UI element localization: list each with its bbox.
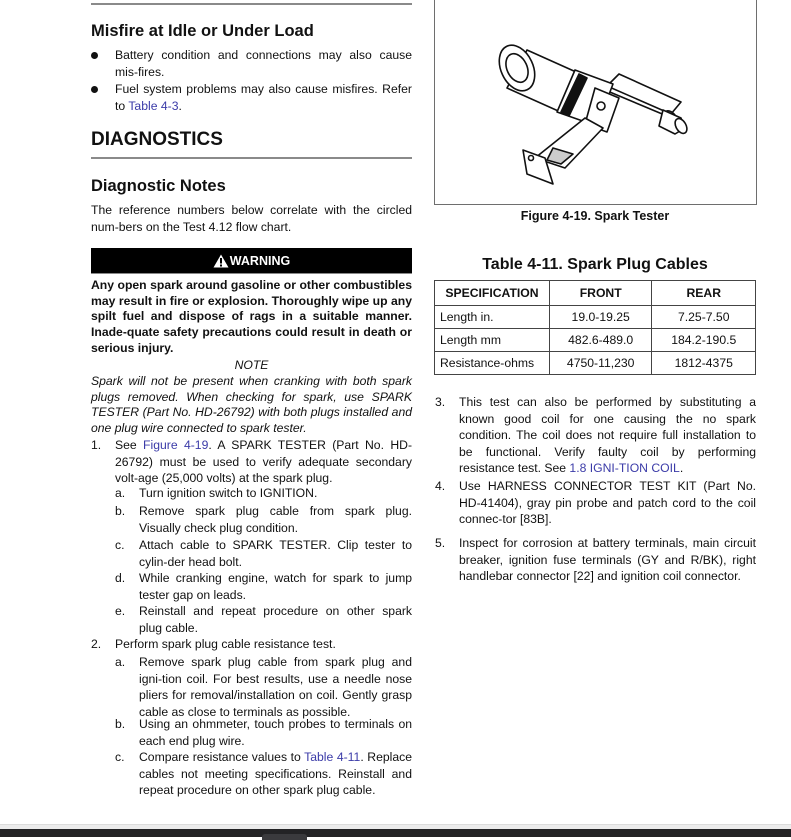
substep-letter: c.	[115, 538, 125, 552]
substep-text: Remove spark plug cable from spark plug and igni-tion coil. For best results, use a needle nose pliers for removal/installation on coil. Gently grasp cable as close to terminals as possible.	[139, 655, 412, 719]
table-cell: 482.6-489.0	[549, 329, 652, 352]
substep-letter: a.	[115, 655, 126, 669]
substep-text: Reinstall and repeat procedure on other spark plug cable.	[139, 604, 412, 635]
bullet-dot-icon	[91, 86, 98, 93]
viewer-toolbar-tab[interactable]	[262, 834, 307, 840]
spark-tester-illustration	[435, 0, 756, 204]
diagnostic-notes-heading: Diagnostic Notes	[91, 177, 226, 195]
top-rule	[91, 3, 412, 5]
table-cell: 4750-11,230	[549, 352, 652, 375]
step-2-text: Perform spark plug cable resistance test.	[115, 637, 336, 651]
substep-text: Using an ohmmeter, touch probes to terminals on each end plug wire.	[139, 717, 412, 748]
substep-letter: a.	[115, 486, 126, 500]
table-cell: 1812-4375	[652, 352, 756, 375]
step-5-text: Inspect for corrosion at battery terminals, main circuit breaker, ignition fuse terminals (GY and R/BK), right handlebar connector [22] and ignition coil connector.	[459, 536, 756, 583]
substep-text: Remove spark plug cable from spark plug. Visually check plug condition.	[139, 504, 412, 535]
substep-text: Turn ignition switch to IGNITION.	[139, 486, 318, 500]
table-row	[435, 352, 756, 375]
substep-letter: d.	[115, 571, 126, 585]
viewer-toolbar	[0, 829, 791, 837]
bullet-item	[91, 81, 412, 115]
section-rule	[91, 157, 412, 159]
substep-text: Compare resistance values to Table 4-11. Replace cables not meeting specifications. Reinstall and repeat procedure on other spark plug cable.	[139, 750, 412, 797]
table-4-11-link[interactable]: Table 4-11	[304, 750, 361, 764]
bullet-text: Fuel system problems may also cause misfires. Refer to Table 4-3.	[115, 82, 412, 113]
step-number: 2.	[91, 637, 102, 651]
substep-letter: e.	[115, 604, 126, 618]
diagnostics-heading: DIAGNOSTICS	[91, 129, 223, 150]
step-4-text: Use HARNESS CONNECTOR TEST KIT (Part No. HD-41404), gray pin probe and patch cord to the coil connec-tor [83B].	[459, 479, 756, 526]
step-number: 1.	[91, 438, 102, 452]
step-3-text: This test can also be performed by substituting a known good coil for one causing the no spark condition. The coil does not require full installation to be functional. Verify faulty coil by performing resistance test. See 1.8 IGNI-TION COIL.	[459, 395, 756, 475]
table-title: Table 4-11. Spark Plug Cables	[482, 256, 708, 273]
table-cell: Resistance-ohms	[435, 352, 550, 375]
table-row	[435, 306, 756, 329]
table-header: FRONT	[549, 281, 652, 306]
note-text: Spark will not be present when cranking with both spark plugs removed. When checking for spark, use SPARK TESTER (Part No. HD-26792) with both plugs installed and one plug wire connected to spark tester.	[91, 374, 412, 436]
table-cell: Length in.	[435, 306, 550, 329]
bullet-text: Battery condition and connections may also cause mis-fires.	[115, 48, 412, 79]
table-cell: Length mm	[435, 329, 550, 352]
table-header: REAR	[652, 281, 756, 306]
warning-banner	[91, 248, 412, 274]
table-cell: 19.0-19.25	[549, 306, 652, 329]
misfire-heading: Misfire at Idle or Under Load	[91, 22, 314, 40]
warning-triangle-icon	[213, 254, 229, 268]
table-4-3-link[interactable]: Table 4-3	[128, 98, 179, 113]
table-header-row	[435, 281, 756, 306]
substep-letter: c.	[115, 750, 125, 764]
step-number: 5.	[435, 536, 446, 550]
figure-4-19-link[interactable]: Figure 4-19	[143, 438, 209, 452]
substep-text: Attach cable to SPARK TESTER. Clip tester to cylin-der head bolt.	[139, 538, 412, 569]
substep-letter: b.	[115, 504, 126, 518]
figure-caption: Figure 4-19. Spark Tester	[520, 209, 670, 223]
table-row	[435, 329, 756, 352]
spark-plug-cables-table	[434, 280, 756, 375]
step-1-text: See Figure 4-19. A SPARK TESTER (Part No. HD-26792) must be used to verify adequate secondary volt-age (25,000 volts) at the spark plug.	[115, 438, 412, 485]
substep-text: While cranking engine, watch for spark to jump tester gap on leads.	[139, 571, 412, 602]
table-cell: 7.25-7.50	[652, 306, 756, 329]
diagnostic-notes-intro: The reference numbers below correlate with the circled num-bers on the Test 4.12 flow chart.	[91, 203, 412, 234]
step-number: 4.	[435, 479, 446, 493]
figure-frame	[434, 0, 757, 205]
note-title: NOTE	[234, 358, 269, 372]
warning-label: WARNING	[229, 253, 291, 268]
table-header: SPECIFICATION	[435, 281, 550, 306]
table-cell: 184.2-190.5	[652, 329, 756, 352]
warning-text: Any open spark around gasoline or other combustibles may result in fire or explosion. Thoroughly wipe up any spilt fuel and dispose of rags in a suitable manner. Inade-quate safety precautions could result in death or serious injury.	[91, 278, 412, 355]
ignition-coil-link[interactable]: 1.8 IGNI-TION COIL	[569, 461, 680, 475]
bullet-dot-icon	[91, 52, 98, 59]
bullet-item	[91, 47, 412, 81]
step-number: 3.	[435, 395, 446, 409]
substep-letter: b.	[115, 717, 126, 731]
